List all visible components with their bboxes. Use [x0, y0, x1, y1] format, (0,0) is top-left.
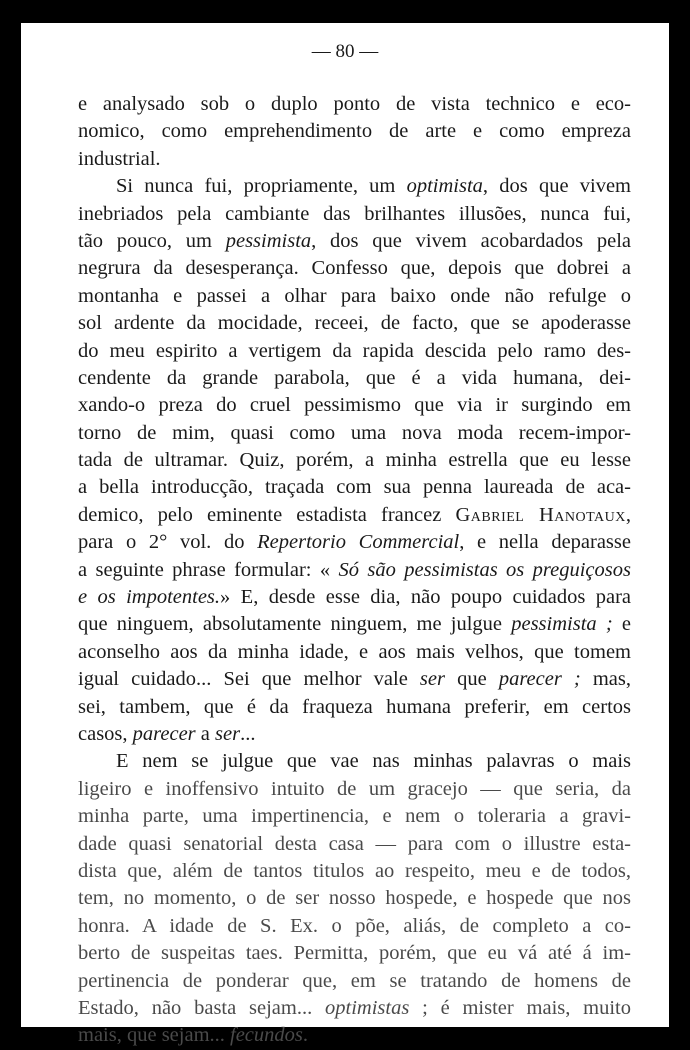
italic-term: optimista	[406, 175, 483, 198]
text-line: Estado, não basta sejam... optimistas ; é mister mais, muito	[78, 996, 631, 1019]
italic-term: pessimista	[225, 229, 312, 252]
text-line: que ninguem, absolutamente ninguem, me julgue pessimista ; e	[78, 613, 631, 636]
paragraph	[78, 748, 631, 1049]
italic-term: pessimista ;	[511, 613, 613, 636]
text-line: sol ardente da mocidade, receei, de facto, que se apoderasse	[78, 312, 631, 335]
text-line: a seguinte phrase formular: « Só são pessimistas os preguiçosos	[78, 558, 631, 581]
text-line: industrial.	[78, 147, 161, 170]
text-line: casos, parecer a ser...	[78, 722, 256, 745]
quotation: e os impotentes.	[78, 586, 221, 609]
text-line: e os impotentes.» E, desde esse dia, não poupo cuidados para	[78, 586, 631, 609]
text-line: torno de mim, quasi como uma nova moda recem-impor-	[78, 421, 631, 444]
text-line: honra. A idade de S. Ex. o põe, aliás, de completo a co-	[78, 914, 631, 937]
body-text	[78, 91, 631, 1050]
text-line: minha parte, uma impertinencia, e nem o toleraria a gravi-	[78, 805, 631, 828]
text-line: demico, pelo eminente estadista francez Gabriel Hanotaux,	[78, 503, 632, 526]
text-line: mais, que sejam... fecundos.	[78, 1024, 309, 1047]
italic-term: ser	[419, 668, 445, 691]
text-line: cendente da grande parabola, que é a vida humana, dei-	[78, 366, 631, 389]
italic-term: ser	[215, 722, 241, 745]
text-line: tada de ultramar. Quiz, porém, a minha estrella que eu lesse	[78, 449, 631, 472]
text-line: inebriados pela cambiante das brilhantes illusões, nunca fui,	[78, 202, 631, 225]
text-line: pertinencia de ponderar que, em se tratando de homens de	[78, 969, 631, 992]
text-line: do meu espirito a vertigem da rapida descida pelo ramo des-	[78, 339, 631, 362]
text-line: tem, no momento, o de ser nosso hospede, e hospede que nos	[78, 887, 631, 910]
text-line: tão pouco, um pessimista, dos que vivem acobardados pela	[78, 229, 631, 252]
italic-term: optimistas	[325, 996, 410, 1019]
quotation: Só são pessimistas os preguiçosos	[338, 558, 631, 581]
text-line: sei, tambem, que é da fraqueza humana preferir, em certos	[78, 695, 631, 718]
text-line: ligeiro e inoffensivo intuito de um gracejo — que seria, da	[78, 777, 631, 800]
text-line: xando-o preza do cruel pessimismo que via ir surgindo em	[78, 394, 631, 417]
text-line: e analysado sob o duplo ponto de vista technico e eco-	[78, 93, 631, 115]
text-line: dista que, além de tantos titulos ao respeito, meu e de todos,	[78, 859, 631, 882]
text-line: para o 2° vol. do Repertorio Commercial, e nella deparasse	[78, 531, 631, 554]
book-page	[21, 23, 669, 1047]
paragraph	[78, 91, 631, 173]
italic-term: parecer ;	[498, 668, 581, 691]
author-name: Gabriel Hanotaux	[455, 503, 626, 526]
text-line: berto de suspeitas taes. Permitta, porém, que eu vá até á im-	[78, 942, 631, 965]
italic-term: fecundos	[230, 1024, 303, 1047]
italic-term: parecer	[132, 722, 196, 745]
text-line: E nem se julgue que vae nas minhas palavras o mais	[116, 750, 631, 773]
text-line: igual cuidado... Sei que melhor vale ser que parecer ; mas,	[78, 668, 632, 691]
italic-title: Repertorio Commercial	[257, 531, 460, 554]
page-number: — 80 —	[311, 41, 379, 62]
text-line: nomico, como emprehendimento de arte e como empreza	[78, 120, 631, 143]
text-line: dade quasi senatorial desta casa — para com o illustre esta-	[78, 832, 631, 855]
text-line: a bella introducção, traçada com sua penna laureada de aca-	[78, 476, 631, 499]
text-line: aconselho aos da minha idade, e aos mais velhos, que tomem	[78, 640, 631, 663]
paragraph	[78, 173, 631, 748]
text-line: negrura da desesperança. Confesso que, depois que dobrei a	[78, 257, 631, 280]
text-line: montanha e passei a olhar para baixo onde não refulge o	[78, 284, 631, 307]
text-line: Si nunca fui, propriamente, um optimista, dos que vivem	[116, 175, 631, 198]
